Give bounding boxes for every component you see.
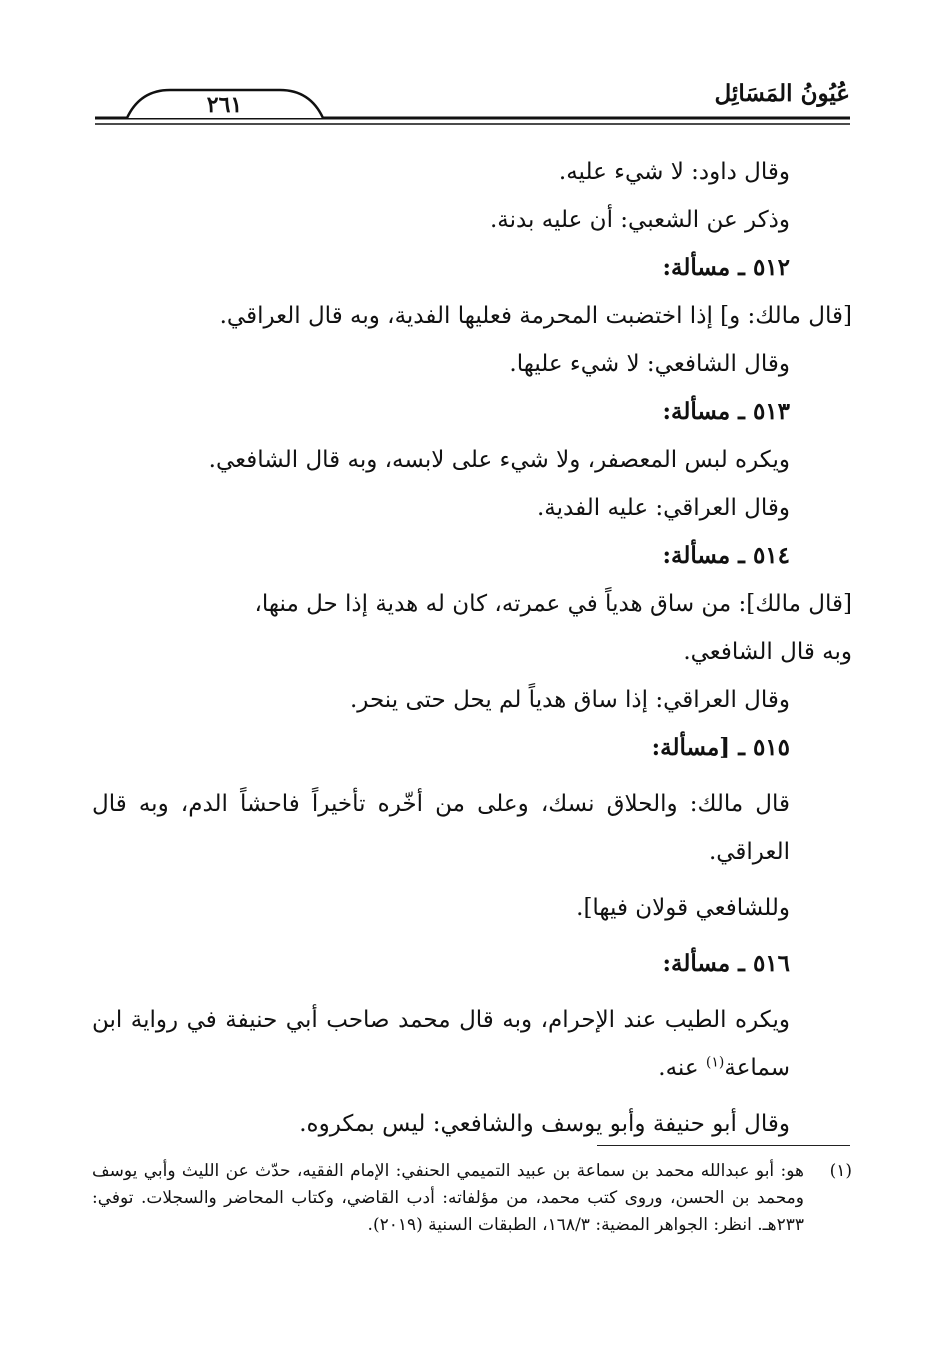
paragraph: وقال أبو حنيفة وأبو يوسف والشافعي: ليس بمكروه. xyxy=(299,1111,790,1137)
paragraph-text: ويكره الطيب عند الإحرام، وبه قال محمد صاحب أبي حنيفة في رواية ابن سماعة xyxy=(92,1007,790,1081)
paragraph-continuation: وبه قال الشافعي. xyxy=(683,639,852,665)
footnote-text: هو: أبو عبدالله محمد بن سماعة بن عبيد التميمي الحنفي: الإمام الفقيه، حدّث عن الليث وأبي يوسف ومحمد بن الحسن، وروى كتب محمد، من مؤلفاته: أدب القاضي، وكتاب المحاضر والسجلات. توفي: ٢٣٣هـ. انظر: الجواهر المضية: ١٦٨/٣، الطبقات السنية (٢٠١٩). xyxy=(92,1161,804,1235)
paragraph: [قال مالك]: من ساق هدياً في عمرته، كان له هدية إذا حل منها، xyxy=(254,591,852,617)
issue-heading-516: ٥١٦ ـ مسألة: xyxy=(662,950,790,977)
issue-heading-513: ٥١٣ ـ مسألة: xyxy=(662,398,790,425)
footnote xyxy=(92,1158,852,1239)
page-header xyxy=(95,78,850,128)
paragraph: وقال داود: لا شيء عليه. xyxy=(558,159,790,185)
paragraph: ويكره لبس المعصفر، ولا شيء على لابسه، وبه قال الشافعي. xyxy=(208,447,790,473)
issue-heading-515: ٥١٥ ـ [مسألة: xyxy=(651,734,790,761)
paragraph: قال مالك: والحلاق نسك، وعلى من أخّره تأخيراً فاحشاً الدم، وبه قال العراقي. xyxy=(92,791,790,865)
paragraph: وقال الشافعي: لا شيء عليها. xyxy=(509,351,790,377)
footnote-reference: (١) xyxy=(705,1054,725,1071)
issue-heading-514: ٥١٤ ـ مسألة: xyxy=(662,542,790,569)
book-title: عُيُونُ المَسَائِل xyxy=(714,80,850,107)
main-text xyxy=(92,148,852,1148)
paragraph: وقال العراقي: إذا ساق هدياً لم يحل حتى ينحر. xyxy=(349,687,790,713)
footnote-number: (١) xyxy=(829,1161,852,1181)
paragraph: [قال مالك: و] إذا اختضبت المحرمة فعليها الفدية، وبه قال العراقي. xyxy=(219,303,852,329)
issue-heading-512: ٥١٢ ـ مسألة: xyxy=(662,254,790,281)
paragraph: وقال العراقي: عليه الفدية. xyxy=(537,495,790,521)
paragraph-text-end: عنه. xyxy=(658,1055,706,1081)
paragraph xyxy=(92,996,852,1092)
paragraph: وللشافعي قولان فيها]. xyxy=(576,895,790,921)
footnote-separator xyxy=(597,1145,850,1146)
page-number: ٢٦١ xyxy=(206,92,243,118)
paragraph: وذكر عن الشعبي: أن عليه بدنة. xyxy=(489,207,790,233)
